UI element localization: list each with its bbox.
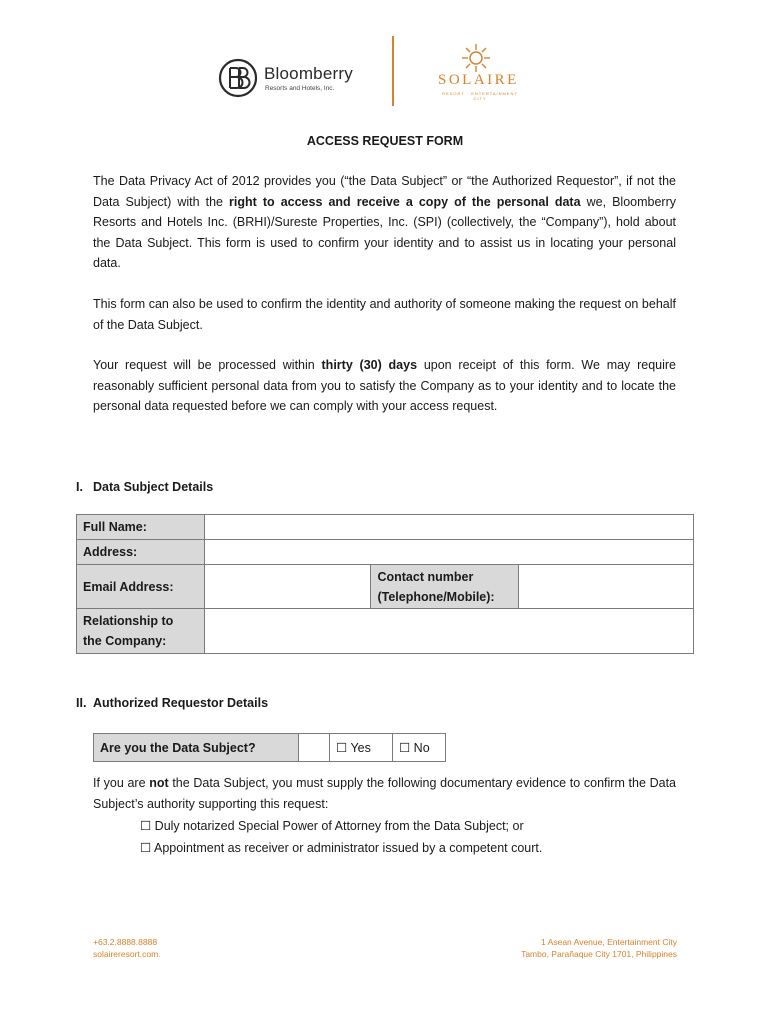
bloomberry-logo xyxy=(218,58,358,100)
intro-p3-text-end: upon receipt of this form. We may require reasonably sufficient personal data from you to satisfy the Company as to your identity and to locate the personal data requested before we can comply with your access request. xyxy=(93,358,676,413)
solaire-subtitle: RESORT · ENTERTAINMENT CITY xyxy=(442,91,518,101)
address-row xyxy=(77,540,694,565)
is-data-subject-question: Are you the Data Subject? xyxy=(94,734,299,762)
section-1-title: Data Subject Details xyxy=(93,480,214,494)
spa-option-checkbox[interactable]: ☐ Duly notarized Special Power of Attorney from the Data Subject; or xyxy=(140,819,524,833)
footer-address-line-2: Tambo, Parañaque City 1701, Philippines xyxy=(521,949,677,959)
intro-p1-text: The Data Privacy Act of 2012 provides you (“the Data Subject” or “the Authorized Requestor”, if not the Data Subject) with the xyxy=(93,174,676,209)
data-subject-question-table xyxy=(93,733,446,762)
court-appointment-option-checkbox[interactable]: ☐ Appointment as receiver or administrator issued by a competent court. xyxy=(140,841,543,855)
relationship-field[interactable] xyxy=(204,609,693,654)
bloomberry-name: Bloomberry xyxy=(264,64,353,83)
section-2-number: II. xyxy=(76,696,87,710)
requestor-note-text: If you are xyxy=(93,776,150,790)
footer-website: solaireresort.com. xyxy=(93,949,161,959)
relationship-label xyxy=(77,609,205,654)
intro-p3-bold: thirty (30) days xyxy=(321,358,418,372)
intro-p1-text-end: we, Bloomberry Resorts and Hotels Inc. (BRHI)/Sureste Properties, Inc. (SPI) (collectively, the “Company”), hold about the Data Subject. This form is used to confirm your identity and to assist us in locating your personal data. xyxy=(93,194,676,270)
email-label: Email Address: xyxy=(77,565,205,609)
no-checkbox[interactable]: ☐ No xyxy=(393,734,446,762)
address-field[interactable] xyxy=(204,540,693,565)
logo-divider xyxy=(392,36,394,106)
solaire-logo xyxy=(436,42,526,102)
intro-paragraph-2: This form can also be used to confirm the identity and authority of someone making the request on behalf of the Data Subject. xyxy=(93,297,676,332)
intro-p1-bold: right to access and receive a copy of the personal data xyxy=(229,194,581,209)
relationship-label-line-1: Relationship to xyxy=(83,614,174,628)
full-name-field[interactable] xyxy=(204,515,693,540)
blank-cell xyxy=(299,734,330,762)
email-contact-row xyxy=(77,565,694,609)
relationship-row xyxy=(77,609,694,654)
data-subject-table xyxy=(76,514,694,654)
footer-address xyxy=(521,936,677,960)
section-1-number: I. xyxy=(76,480,83,494)
section-1-heading xyxy=(76,480,213,494)
solaire-name: SOLAIRE xyxy=(438,72,519,88)
contact-number-field[interactable] xyxy=(519,565,694,609)
full-name-label: Full Name: xyxy=(77,515,205,540)
address-label: Address: xyxy=(77,540,205,565)
section-2-title: Authorized Requestor Details xyxy=(93,696,269,710)
sun-icon xyxy=(460,42,492,74)
requestor-note-bold: not xyxy=(149,776,169,790)
contact-label-line-2: (Telephone/Mobile): xyxy=(377,589,495,604)
bloomberry-subtitle: Resorts and Hotels, Inc. xyxy=(265,85,335,92)
footer-phone: +63.2.8888.8888 xyxy=(93,937,158,947)
intro-paragraph-1 xyxy=(93,171,676,274)
requestor-note-text-end: the Data Subject, you must supply the following documentary evidence to confirm the Data Subject’s authority supporting this request: xyxy=(93,776,677,811)
contact-number-label xyxy=(371,565,519,609)
email-field[interactable] xyxy=(204,565,371,609)
footer-address-line-1: 1 Asean Avenue, Entertainment City xyxy=(541,937,677,947)
footer-contact xyxy=(93,936,161,960)
bloomberry-emblem-icon xyxy=(218,58,258,98)
form-title: ACCESS REQUEST FORM xyxy=(306,134,464,148)
relationship-label-line-2: the Company: xyxy=(83,634,167,648)
requestor-note xyxy=(93,773,676,814)
intro-paragraph-3 xyxy=(93,355,676,417)
yes-checkbox[interactable]: ☐ Yes xyxy=(330,734,393,762)
intro-p3-text: Your request will be processed within xyxy=(93,358,322,372)
contact-label-line-1: Contact number xyxy=(377,569,474,584)
full-name-row xyxy=(77,515,694,540)
section-2-heading xyxy=(76,696,268,710)
